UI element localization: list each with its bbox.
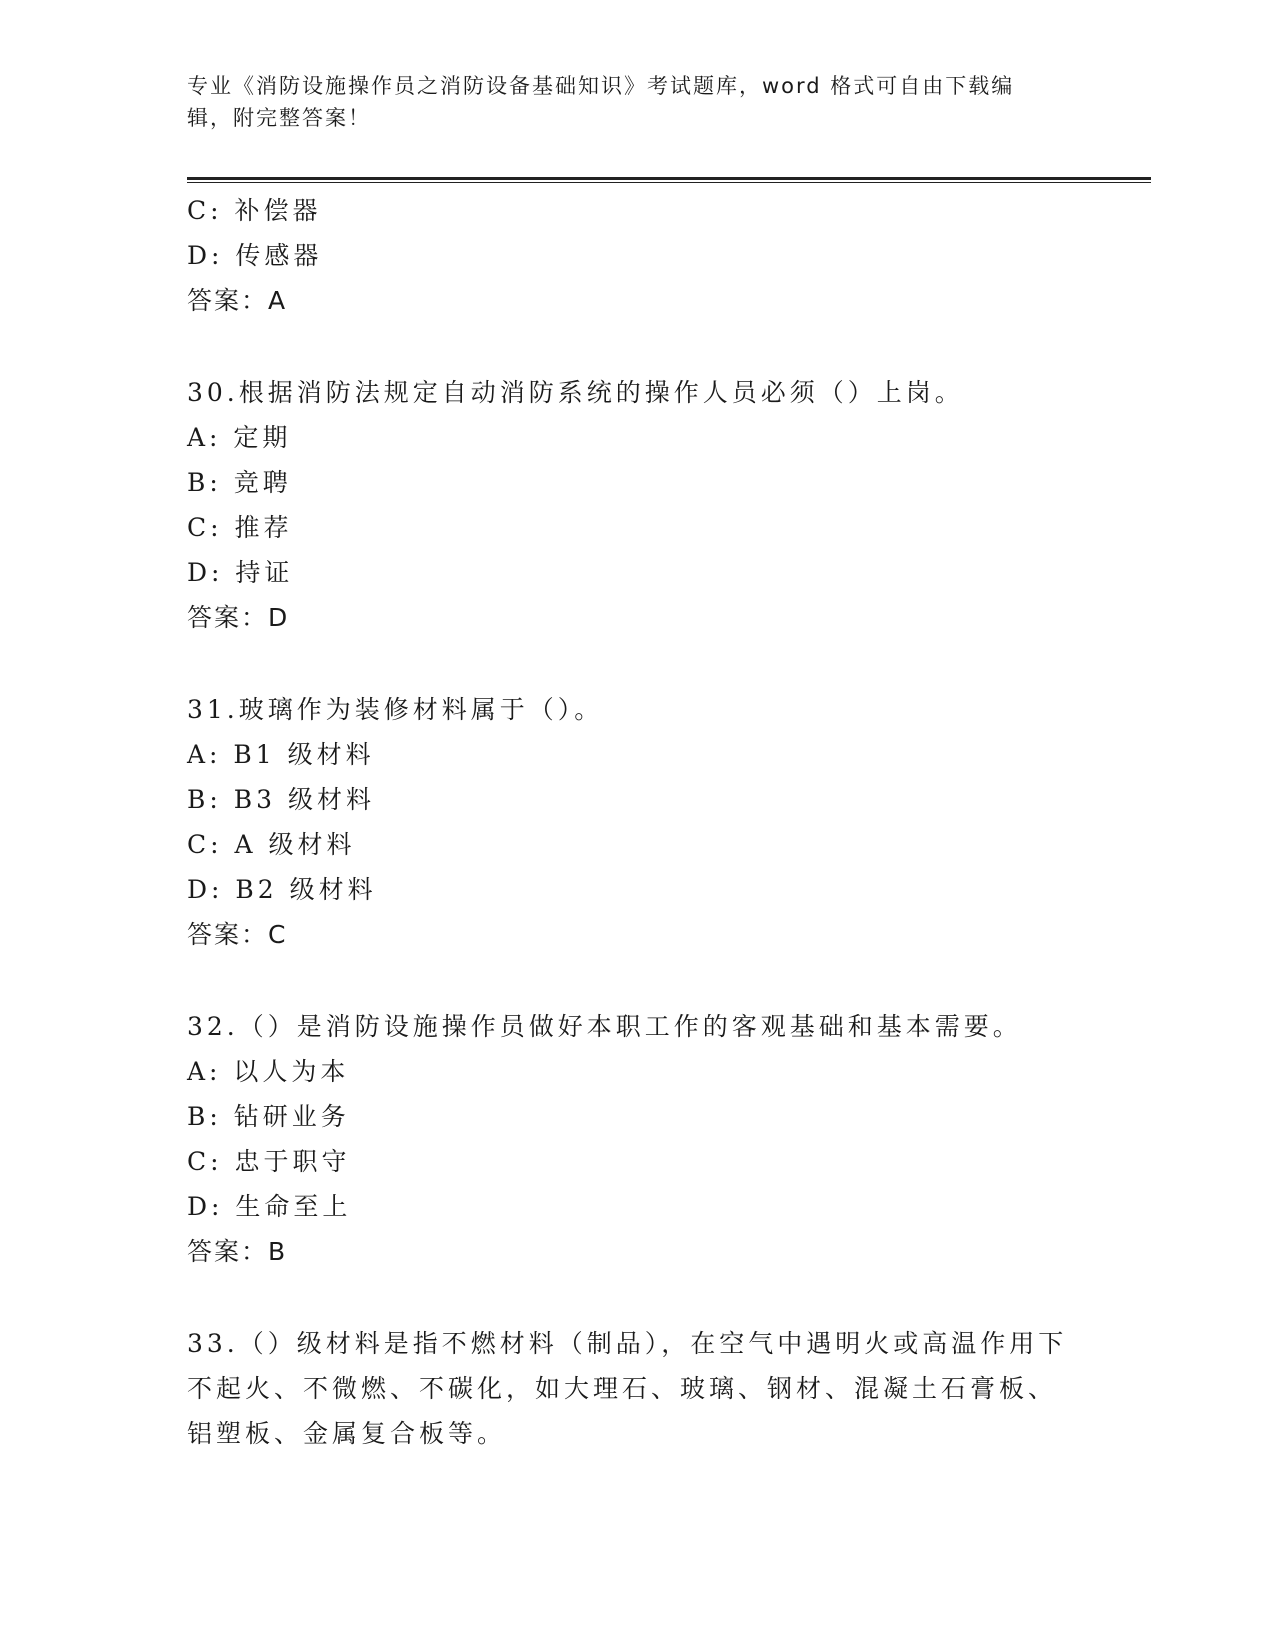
question-text: 31.玻璃作为装修材料属于（）。	[187, 695, 604, 724]
question-text-line-2: 不起火、不微燃、不碳化，如大理石、玻璃、钢材、混凝土石膏板、	[187, 1374, 1058, 1403]
option-c: C: 补偿器	[187, 196, 322, 225]
question-text: 30.根据消防法规定自动消防系统的操作人员必须（）上岗。	[187, 378, 964, 407]
answer: 答案：B	[187, 1237, 288, 1266]
question-text: 32.（）是消防设施操作员做好本职工作的客观基础和基本需要。	[187, 1012, 1022, 1041]
question-text-line-1: 33.（）级材料是指不燃材料（制品），在空气中遇明火或高温作用下	[187, 1329, 1068, 1358]
option-b: B: 钻研业务	[187, 1102, 350, 1131]
option-a: A: 定期	[187, 423, 292, 452]
option-d: D: 生命至上	[187, 1192, 352, 1221]
header-line-2: 辑，附完整答案！	[187, 106, 371, 130]
option-d: D: B2 级材料	[187, 875, 377, 904]
question-32	[187, 1004, 1087, 1274]
question-list	[187, 188, 1087, 1456]
question-text-line-3: 铝塑板、金属复合板等。	[187, 1419, 507, 1448]
option-b: B: B3 级材料	[187, 785, 375, 814]
option-c: C: 忠于职守	[187, 1147, 351, 1176]
option-a: A: 以人为本	[187, 1057, 350, 1086]
question-33	[187, 1321, 1087, 1456]
question-30	[187, 370, 1087, 640]
answer: 答案：D	[187, 603, 290, 632]
answer: 答案：C	[187, 920, 288, 949]
document-header	[187, 70, 1087, 134]
header-divider-thin	[187, 182, 1151, 183]
option-d: D: 持证	[187, 558, 294, 587]
header-divider-thick	[187, 177, 1151, 180]
header-line-1: 专业《消防设施操作员之消防设备基础知识》考试题库，word 格式可自由下载编	[187, 74, 1015, 98]
previous-question-tail	[187, 188, 1087, 323]
option-c: C: 推荐	[187, 513, 293, 542]
option-d: D: 传感器	[187, 241, 323, 270]
option-b: B: 竞聘	[187, 468, 292, 497]
option-a: A: B1 级材料	[187, 740, 375, 769]
option-c: C: A 级材料	[187, 830, 356, 859]
question-31	[187, 687, 1087, 957]
answer: 答案：A	[187, 286, 288, 315]
